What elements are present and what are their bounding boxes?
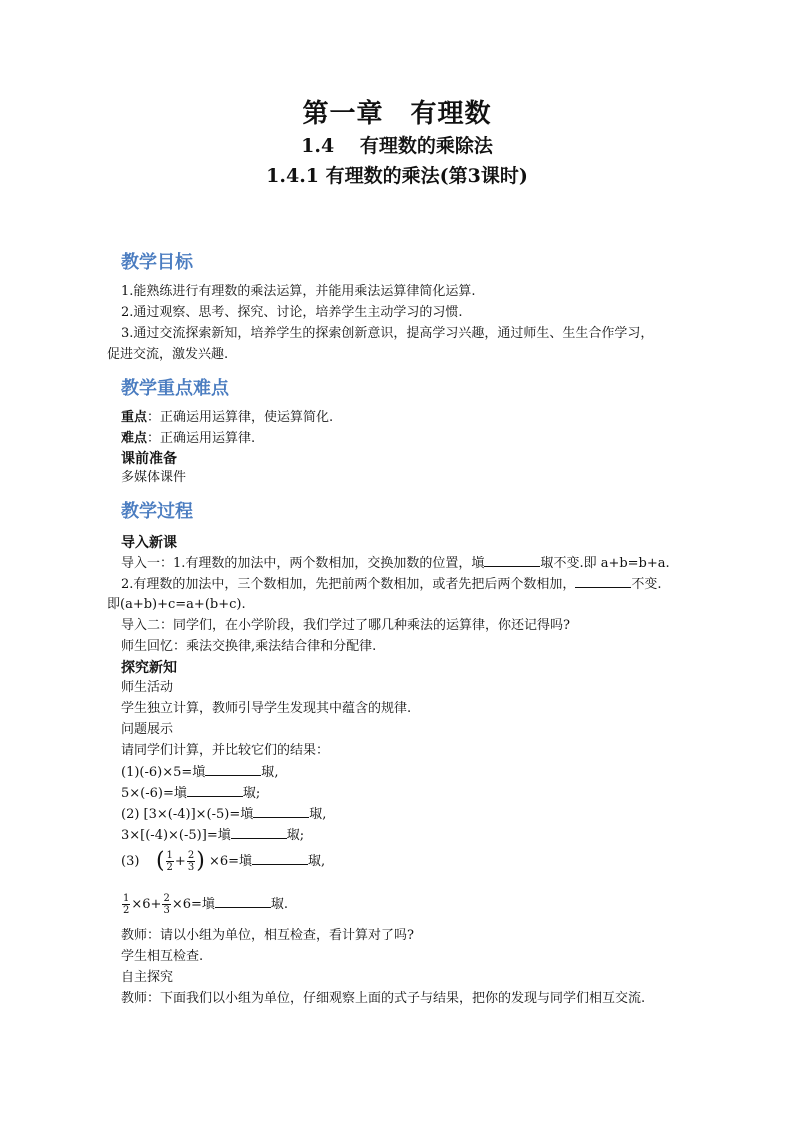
- blank-open: 塡: [201, 897, 215, 912]
- blank-open: 塡: [217, 828, 231, 843]
- intro-line-1: [121, 554, 670, 573]
- exercise-text: ×6=: [171, 897, 202, 912]
- exercise-1a: [121, 763, 278, 782]
- blank-close: 琡: [242, 786, 256, 801]
- compute-line: 请同学们计算，并比较它们的结果：: [121, 743, 330, 758]
- blank-close: 琡: [270, 897, 284, 912]
- fraction: $\frac{2}{3}$: [187, 850, 195, 873]
- blank-open: 塡: [192, 765, 206, 780]
- fill-blank: [253, 805, 309, 818]
- self-explore-line: 自主探究: [121, 970, 174, 985]
- paren-close: ): [196, 848, 205, 874]
- fill-blank: [252, 852, 308, 865]
- exercise-text: 5×(-6)=: [121, 786, 174, 801]
- fill-blank: [575, 575, 631, 588]
- exercise-label: (3): [121, 854, 140, 869]
- intro-heading: 导入新课: [121, 535, 177, 551]
- exercise-2a: [121, 805, 326, 824]
- blank-close: 琡: [286, 828, 300, 843]
- recall-line: 师生回忆：乘法交换律,乘法结合律和分配律.: [121, 639, 377, 654]
- intro-text: 2.有理数的加法中，三个数相加，先把前两个数相加，或者先把后两个数相加，: [121, 577, 576, 592]
- intro-line-3: 即(a+b)+c=a+(b+c).: [107, 597, 246, 612]
- punct: ;: [255, 786, 261, 801]
- fill-blank: [187, 784, 243, 797]
- exercise-3b: [121, 893, 288, 916]
- punct: ,: [322, 807, 327, 822]
- prep-text: 多媒体课件: [121, 470, 187, 485]
- fill-blank: [231, 826, 287, 839]
- blank-close: 琡: [261, 765, 275, 780]
- blank-close: 琡: [309, 807, 323, 822]
- exercise-1b: [121, 784, 260, 803]
- fill-blank: [215, 895, 271, 908]
- paren-open: (: [155, 848, 165, 874]
- punct: ,: [274, 765, 279, 780]
- key-point: [121, 409, 333, 427]
- key-label: 重点: [121, 410, 148, 425]
- key-text: ：正确运用运算律，使运算简化.: [147, 410, 334, 425]
- teacher-line-1: 教师：请以小组为单位，相互检查，看计算对了吗?: [121, 928, 414, 943]
- punct: .: [283, 897, 289, 912]
- activity-line: 师生活动: [121, 680, 174, 695]
- difficult-point: [121, 430, 255, 448]
- goal-item: 1.能熟练进行有理数的乘法运算，并能用乘法运算律简化运算.: [121, 284, 476, 299]
- section-title: 1.4 有理数的乘除法: [301, 135, 493, 157]
- intro-text: 不变.即 a+b=b+a.: [553, 556, 670, 571]
- fill-blank: [484, 554, 540, 567]
- exercise-text: 3×[(-4)×(-5)]=: [121, 828, 218, 843]
- difficult-text: ：正确运用运算律.: [147, 431, 256, 446]
- problem-line: 问题展示: [121, 722, 174, 737]
- exercise-text: (1)(-6)×5=: [121, 765, 193, 780]
- punct: ,: [321, 854, 326, 869]
- exercise-2b: [121, 826, 304, 845]
- blank-open: 塡: [173, 786, 187, 801]
- goals-heading: 教学目标: [121, 252, 193, 273]
- explore-heading: 探究新知: [121, 660, 177, 676]
- prep-heading: 课前准备: [121, 451, 177, 467]
- fraction: $\frac{1}{2}$: [166, 850, 173, 873]
- teacher-line-2: 教师：下面我们以小组为单位，仔细观察上面的式子与结果，把你的发现与同学们相互交流.: [121, 991, 646, 1006]
- fill-blank: [205, 763, 261, 776]
- blank-open: 塡: [240, 807, 254, 822]
- independent-line: 学生独立计算，教师引导学生发现其中蕴含的规律.: [121, 701, 412, 716]
- punct: ;: [299, 828, 305, 843]
- blank-close: 琡: [308, 854, 322, 869]
- intro-text: 不变.: [631, 577, 662, 592]
- fraction: $\frac{1}{2}$: [123, 893, 130, 916]
- exercise-text: ×6=: [208, 854, 239, 869]
- difficult-label: 难点: [121, 431, 148, 446]
- exercise-text: (2) [3×(-4)]×(-5)=: [121, 807, 241, 822]
- intro-line-4: 导入二：同学们，在小学阶段，我们学过了哪几种乘法的运算律，你还记得吗?: [121, 618, 570, 633]
- blank-close: 琡: [540, 556, 554, 571]
- process-heading: 教学过程: [121, 501, 193, 522]
- exercise-text: ×6+: [131, 897, 162, 912]
- exercise-3a: [121, 850, 325, 873]
- goal-item: 2.通过观察、思考、探究、讨论，培养学生主动学习的习惯.: [121, 305, 463, 320]
- key-points-heading: 教学重点难点: [121, 378, 229, 399]
- lesson-title: 1.4.1 有理数的乘法(第3课时): [266, 165, 528, 187]
- blank-open: 塡: [471, 556, 485, 571]
- chapter-title: 第一章 有理数: [302, 99, 492, 129]
- intro-line-2: [121, 575, 662, 594]
- goal-item: 促进交流，激发兴趣.: [107, 347, 229, 362]
- students-check-line: 学生相互检查.: [121, 949, 204, 964]
- blank-open: 塡: [239, 854, 253, 869]
- plus-sign: +: [174, 854, 186, 869]
- intro-text: 导入一：1.有理数的加法中，两个数相加，交换加数的位置，: [121, 556, 472, 571]
- fraction: $\frac{2}{3}$: [163, 893, 170, 916]
- goal-item: 3.通过交流探索新知，培养学生的探索创新意识，提高学习兴趣，通过师生、生生合作学习，: [121, 326, 654, 341]
